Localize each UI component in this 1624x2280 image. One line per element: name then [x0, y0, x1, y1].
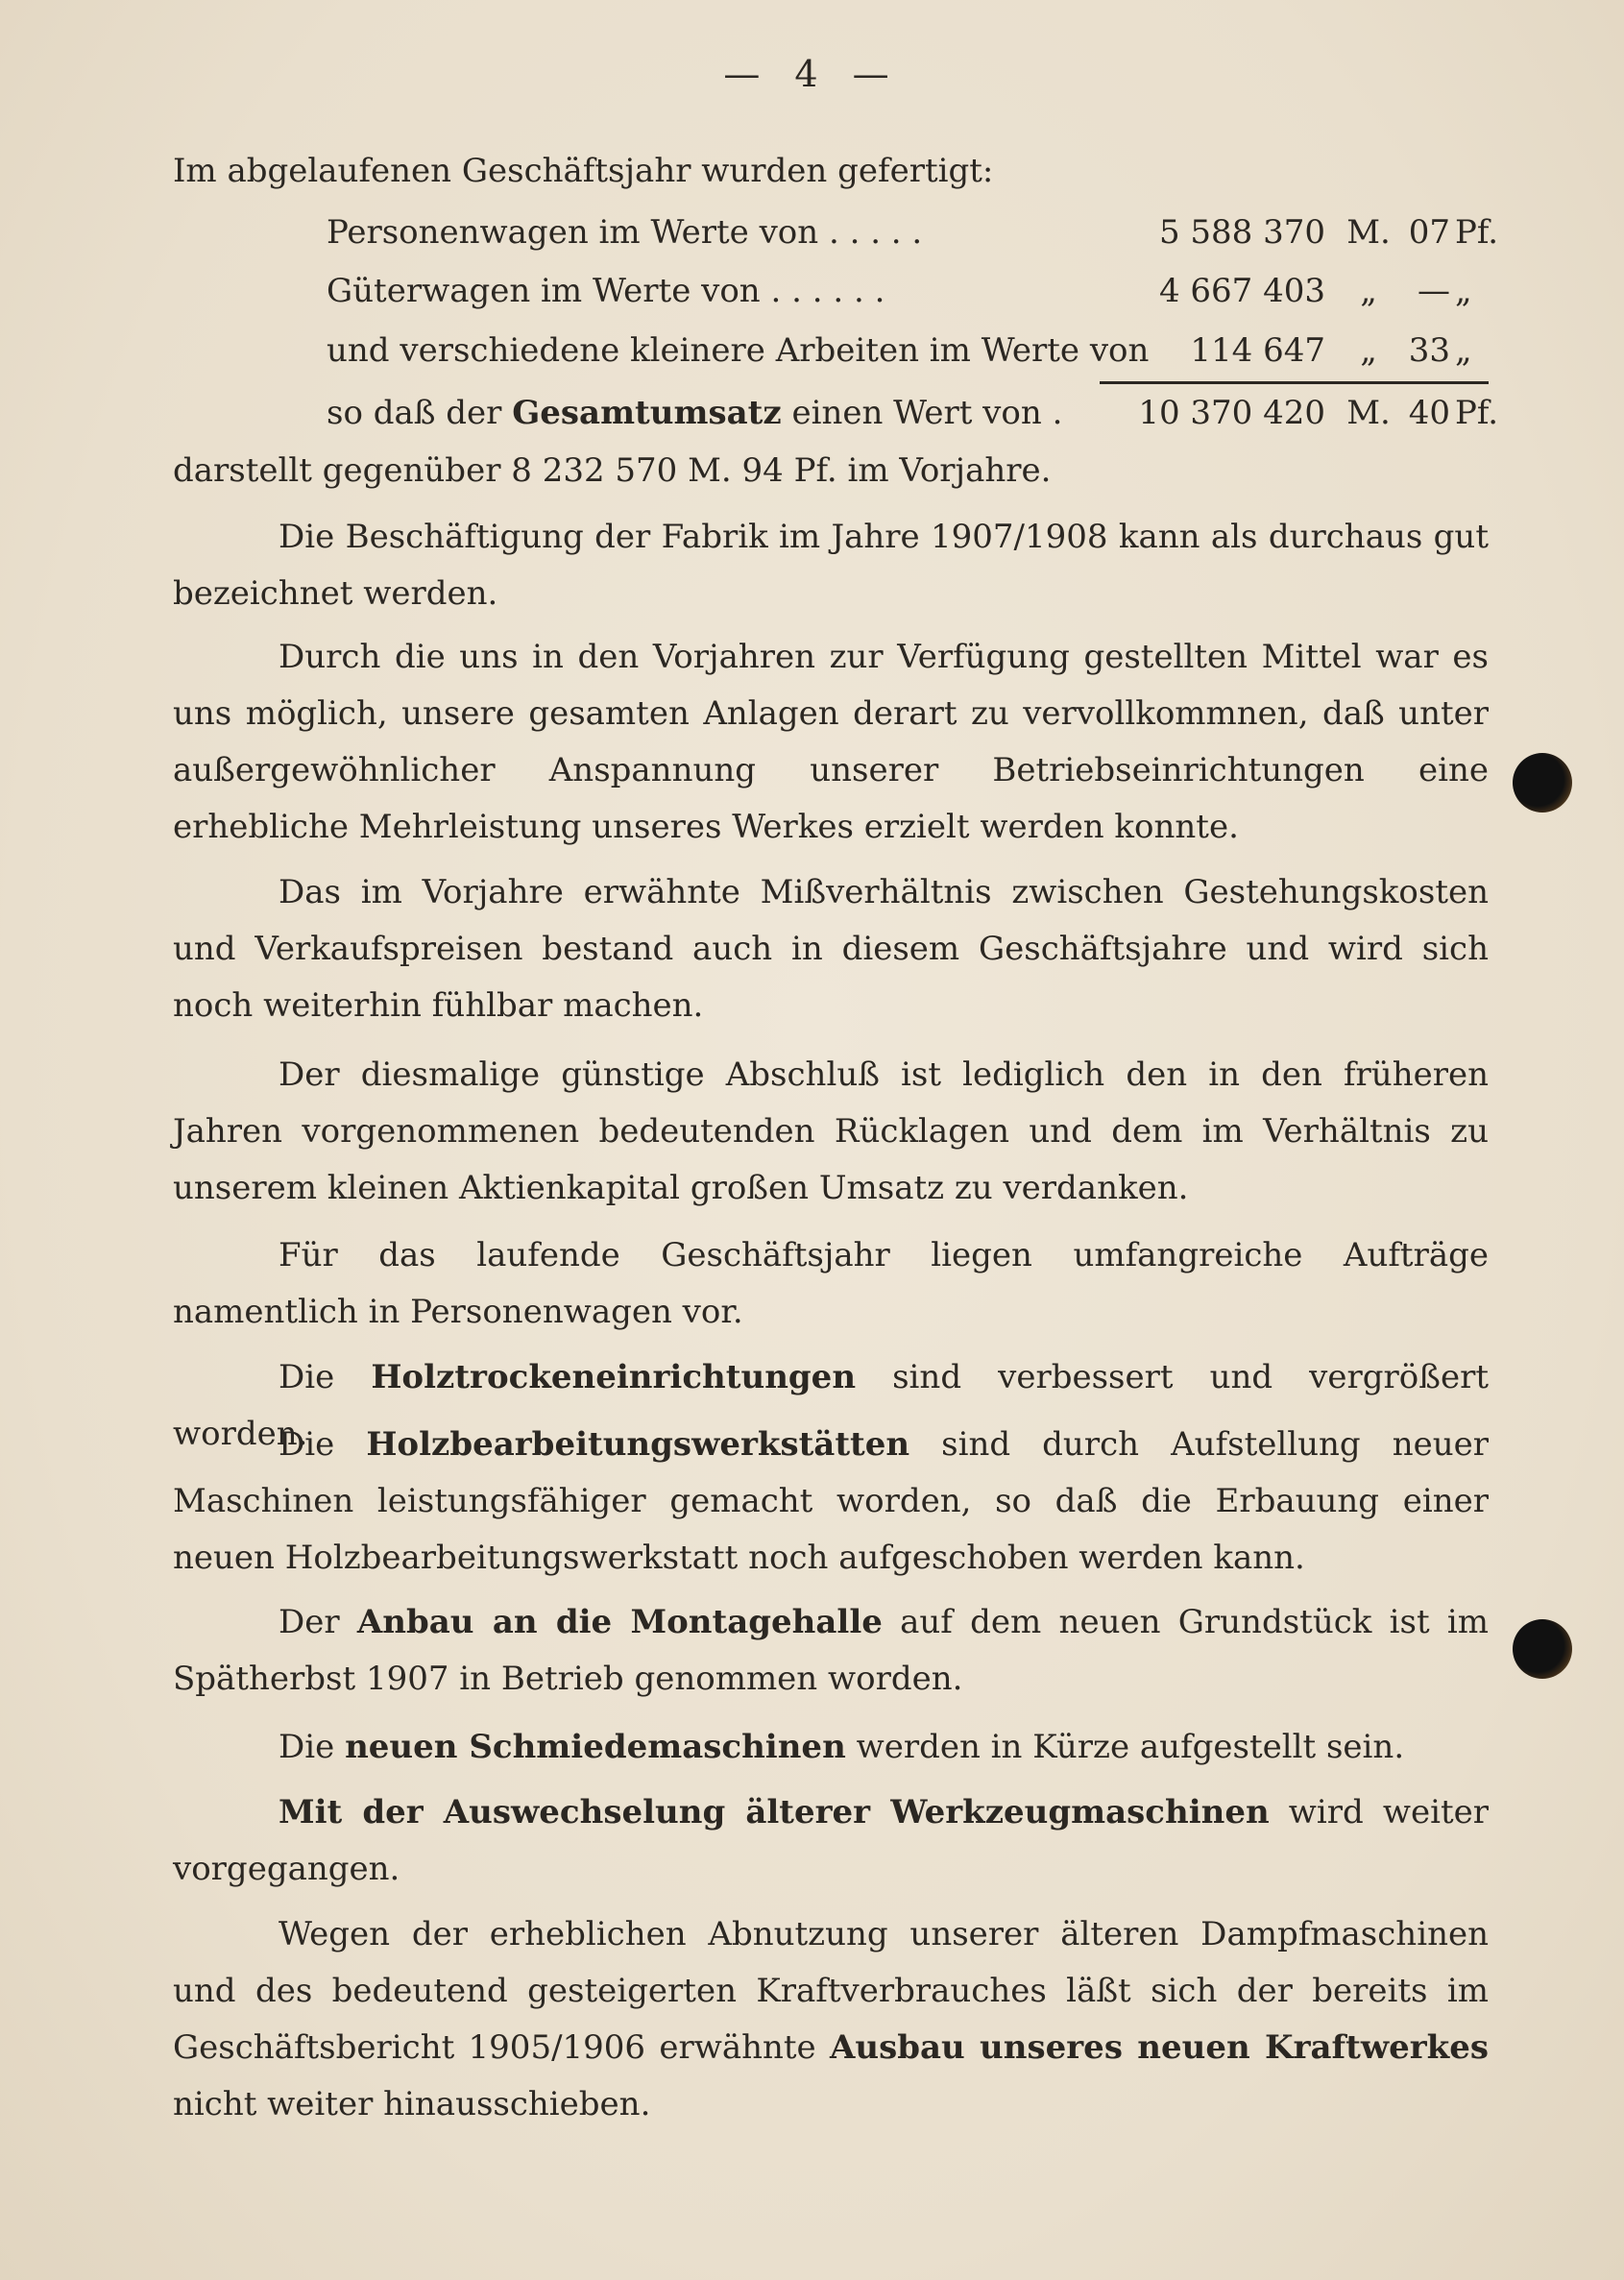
- row-unit: „: [1360, 331, 1377, 370]
- after-table-line: darstellt gegenüber 8 232 570 M. 94 Pf. im Vorjahre.: [173, 451, 1052, 490]
- intro-line: Im abgelaufenen Geschäftsjahr wurden gefertigt:: [173, 152, 994, 190]
- paragraph: Die Beschäftigung der Fabrik im Jahre 1907/1908 kann als durchaus gut bezeichnet werden.: [173, 518, 1489, 613]
- row-amount: 5 588 370: [1158, 213, 1325, 252]
- row-description: Güterwagen im Werte von . . . . . .: [327, 272, 885, 310]
- row-pfennig: 07: [1408, 213, 1450, 252]
- table-row: [327, 331, 1489, 370]
- paragraph: Das im Vorjahre erwähnte Mißverhältnis zwischen Gestehungskosten und Verkaufspreisen bestand auch in diesem Geschäftsjahre und wird sich noch weiterhin fühlbar machen.: [173, 873, 1489, 1025]
- row-pfennig: 33: [1408, 331, 1450, 370]
- row-amount: 114 647: [1190, 331, 1325, 370]
- table-row: [327, 272, 1489, 310]
- table-total-row: [327, 394, 1499, 432]
- paragraph: Wegen der erheblichen Abnutzung unserer älteren Dampfmaschinen und des bedeutend gesteigerten Kraftverbrauches läßt sich der bereits im Geschäftsbericht 1905/1906 erwähnte Ausbau unseres neuen Kraftwerkes nicht weiter hinausschieben.: [173, 1915, 1489, 2123]
- paragraph: Die Holzbearbeitungswerkstätten sind durch Aufstellung neuer Maschinen leistungsfähiger gemacht worden, so daß die Erbauung einer neuen Holzbearbeitungswerkstatt noch aufgeschoben werden kann.: [173, 1425, 1490, 1577]
- row-unit: M.: [1346, 213, 1391, 252]
- total-pfennig: 40: [1408, 394, 1450, 432]
- row-pfennig-unit: „: [1455, 272, 1472, 310]
- total-pfennig-unit: Pf.: [1455, 394, 1499, 432]
- row-description: und verschiedene kleinere Arbeiten im Werte von: [327, 331, 1150, 370]
- row-unit: „: [1360, 272, 1377, 310]
- paragraph: Die neuen Schmiedemaschinen werden in Kürze aufgestellt sein.: [279, 1728, 1405, 1766]
- sum-rule: [1100, 381, 1489, 384]
- total-unit: M.: [1346, 394, 1391, 432]
- paragraph: Für das laufende Geschäftsjahr liegen umfangreiche Aufträge namentlich in Personenwagen vor.: [173, 1236, 1489, 1331]
- paragraph: Mit der Auswechselung älterer Werkzeugmaschinen wird weiter vorgegangen.: [173, 1793, 1489, 1888]
- table-row: [327, 213, 1499, 252]
- row-pfennig-unit: „: [1455, 331, 1472, 370]
- total-description: so daß der Gesamtumsatz einen Wert von .: [327, 394, 1063, 432]
- row-pfennig: —: [1418, 272, 1450, 310]
- paragraph: Der Anbau an die Montagehalle auf dem neuen Grundstück ist im Spätherbst 1907 in Betrieb genommen worden.: [173, 1603, 1489, 1698]
- total-amount: 10 370 420: [1138, 394, 1325, 432]
- row-amount: 4 667 403: [1158, 272, 1325, 310]
- paragraph: Der diesmalige günstige Abschluß ist lediglich den in den früheren Jahren vorgenommenen bedeutenden Rücklagen und dem im Verhältnis zu unserem kleinen Aktienkapital großen Umsatz zu verdanken.: [173, 1055, 1489, 1207]
- punch-hole: [1513, 1619, 1572, 1679]
- row-description: Personenwagen im Werte von . . . . .: [327, 213, 923, 252]
- page-number: — 4 —: [723, 53, 901, 95]
- paragraph: Durch die uns in den Vorjahren zur Verfügung gestellten Mittel war es uns möglich, unsere gesamten Anlagen derart zu vervollkommnen, daß unter außergewöhnlicher Anspannung unserer Betriebseinrichtungen eine erhebliche Mehrleistung unseres Werkes erzielt werden konnte.: [173, 638, 1489, 846]
- row-pfennig-unit: Pf.: [1455, 213, 1499, 252]
- punch-hole: [1513, 753, 1572, 813]
- paragraph: Die Holztrockeneinrichtungen sind verbessert und vergrößert worden.: [173, 1358, 1490, 1453]
